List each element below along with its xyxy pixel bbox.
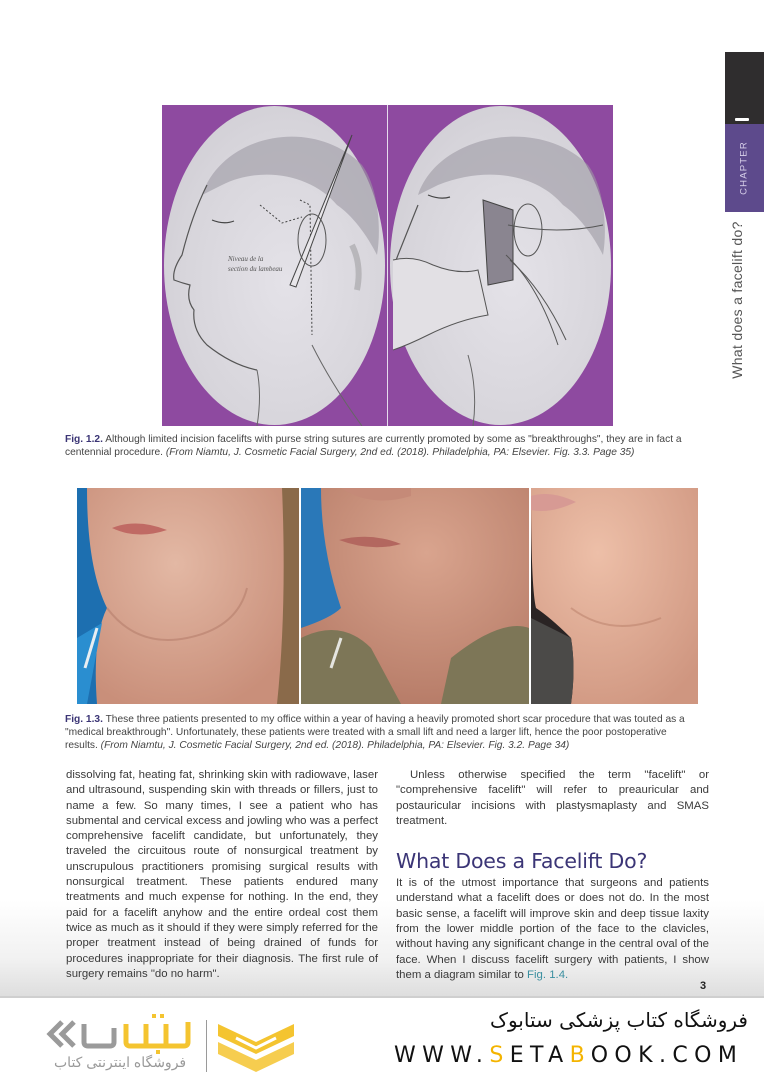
patient-photo-1 — [77, 488, 299, 704]
figure-reference-link[interactable]: Fig. 1.4. — [527, 968, 569, 981]
patient-photo-2 — [301, 488, 529, 704]
caption-text: Although limited incision facelifts with purse string sutures are currently promoted by some as "breakthroughs", they are in fact a centennial procedure. — [65, 434, 682, 458]
caption-source: (From Niamtu, J. Cosmetic Facial Surgery, 2nd ed. (2018). Philadelphia, PA: Elsevier. Fig. 3.2. Page 34) — [100, 740, 570, 751]
setabook-logo[interactable] — [36, 1014, 296, 1074]
logo-tagline: فروشگاه اینترنتی کتاب — [54, 1054, 187, 1070]
figure-1-2-caption — [65, 433, 701, 459]
body-column-left — [66, 768, 378, 982]
running-head: What does a facelift do? — [729, 221, 745, 379]
section-heading: What Does a Facelift Do? — [396, 849, 648, 874]
body-column-right — [396, 768, 709, 983]
chapter-tab — [725, 52, 764, 212]
url-part: WWW. — [394, 1043, 490, 1068]
logo-wordmark-icon — [44, 1014, 204, 1054]
logo-divider — [206, 1020, 207, 1072]
caption-source: (From Niamtu, J. Cosmetic Facial Surgery, 2nd ed. (2018). Philadelphia, PA: Elsevier. Fig. 3.3. Page 35) — [165, 447, 635, 458]
figure-label: Fig. 1.3. — [65, 714, 103, 725]
footer-banner — [0, 998, 764, 1080]
figure-1-2 — [162, 105, 613, 426]
body-paragraph: dissolving fat, heating fat, shrinking skin with radiowave, laser and ultrasound, suspending skin with threads or fillers, just to name a few. So many times, I see a patient who has submental and cervical excess and jowling who was a perfect comprehensive facelift candidate, but unfortunately, they traveled the circuitous route of nonsurgical treatment by unscrupulous practitioners promising surgical results with nonsurgical treatment. These patients endured many treatments and much expense for nothing. In the end, they paid for a facelift anyhow and the entire ordeal cost them twice as much as it should if they were simply referred for the proper treatment instead of being drained of funds for procedures inappropriate for their diagnosis. The first rule of surgery remains "do no harm". — [66, 769, 378, 980]
url-part: ETA — [509, 1043, 570, 1068]
paragraph-text: It is of the utmost importance that surgeons and patients understand what a facelift does or does not do. In the most basic sense, a facelift will improve skin and deep tissue laxity from the lower middle portion of the face to the clavicles, without having any significant change in the central oval of the face. When I discuss facelift surgery with patients, I show them a diagram similar to — [396, 877, 709, 981]
chapter-label: CHAPTER — [738, 141, 750, 195]
chapter-number-mark — [735, 118, 749, 121]
url-part: OOK.COM — [590, 1043, 744, 1068]
figure-label: Fig. 1.2. — [65, 434, 103, 445]
patient-photo-3 — [531, 488, 698, 704]
page-number: 3 — [700, 980, 707, 992]
figure-1-3 — [77, 488, 698, 704]
figure-1-2-panel-right — [388, 105, 613, 426]
svg-text:section du lambeau: section du lambeau — [228, 265, 283, 273]
body-paragraph: Unless otherwise specified the term "facelift" or "comprehensive facelift" will refer to preauricular and postauricular incisions with plastysmaplasty and SMAS treatment. — [396, 769, 709, 827]
store-url-link[interactable] — [394, 1043, 743, 1068]
url-accent-letter: S — [489, 1043, 510, 1068]
caption-text: These three patients presented to my office within a year of having a heavily promoted short scar procedure that was touted as a "medical breakthrough". Unfortunately, these patients were treated with a small lift and need a larger lift, hence the poor postoperative results. — [65, 714, 685, 751]
book-chevron-logo-icon — [216, 1020, 296, 1076]
figure-1-2-panel-left — [162, 105, 387, 426]
store-title: فروشگاه کتاب پزشکی ستابوک — [490, 1008, 748, 1032]
svg-text:Niveau de la: Niveau de la — [228, 255, 264, 263]
url-accent-letter: B — [569, 1043, 591, 1068]
body-paragraph — [396, 876, 709, 983]
engraving-surgery-illustration — [388, 105, 613, 426]
figure-1-3-caption — [65, 713, 701, 752]
engraving-profile-illustration — [162, 105, 387, 426]
chapter-number-block — [725, 52, 764, 124]
